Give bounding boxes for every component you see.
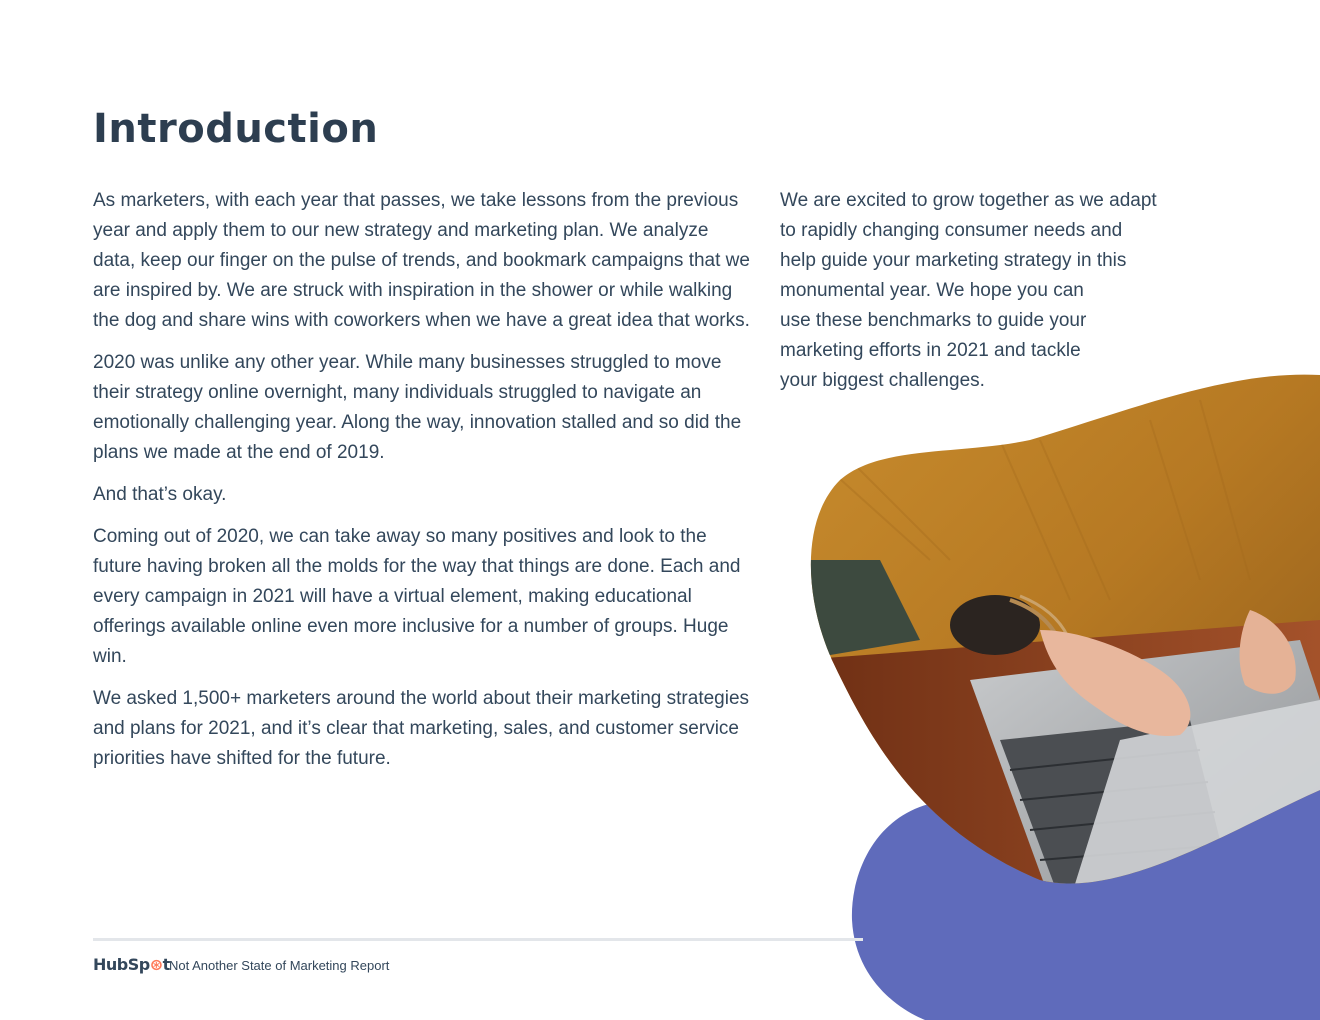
- text-line: monumental year. We hope you can: [780, 280, 1084, 301]
- logo-text-end: t: [162, 955, 170, 974]
- text-line: to rapidly changing consumer needs and: [780, 220, 1123, 241]
- photo-laptop-typing: [780, 360, 1320, 900]
- footer-divider: [93, 938, 863, 941]
- text-line: We are excited to grow together as we adapt: [780, 190, 1157, 211]
- text-line: help guide your marketing strategy in this: [780, 250, 1127, 271]
- intro-right-column: [780, 186, 1200, 396]
- report-name: Not Another State of Marketing Report: [169, 958, 390, 973]
- intro-left-column: [93, 186, 753, 786]
- paragraph: 2020 was unlike any other year. While many businesses struggled to move their strategy online overnight, many individuals struggled to navigate an emotionally challenging year. Along the way, innovation stalled and so did the plans we made at the end of 2019.: [93, 352, 742, 463]
- paragraph: We asked 1,500+ marketers around the world about their marketing strategies and plans for 2021, and it’s clear that marketing, sales, and customer service priorities have shifted for the future.: [93, 688, 750, 769]
- paragraph: Coming out of 2020, we can take away so many positives and look to the future having broken all the molds for the way that things are done. Each and every campaign in 2021 will have a virtual element, making educational offerings available online even more inclusive for a number of groups. Huge win.: [93, 526, 741, 667]
- paragraph: And that’s okay.: [93, 484, 227, 505]
- text-line: marketing efforts in 2021 and tackle: [780, 340, 1081, 361]
- text-line: your biggest challenges.: [780, 370, 985, 391]
- text-line: use these benchmarks to guide your: [780, 310, 1087, 331]
- logo-text: HubSp: [93, 955, 150, 974]
- sprocket-icon: ⊛: [149, 955, 163, 974]
- hubspot-logo: [93, 955, 170, 974]
- paragraph: As marketers, with each year that passes, we take lessons from the previous year and apply them to our new strategy and marketing plan. We analyze data, keep our finger on the pulse of trends, and bookmark campaigns that we are inspired by. We are struck with inspiration in the shower or while walking the dog and share wins with coworkers when we have a great idea that works.: [93, 190, 750, 331]
- page-title: Introduction: [93, 106, 379, 152]
